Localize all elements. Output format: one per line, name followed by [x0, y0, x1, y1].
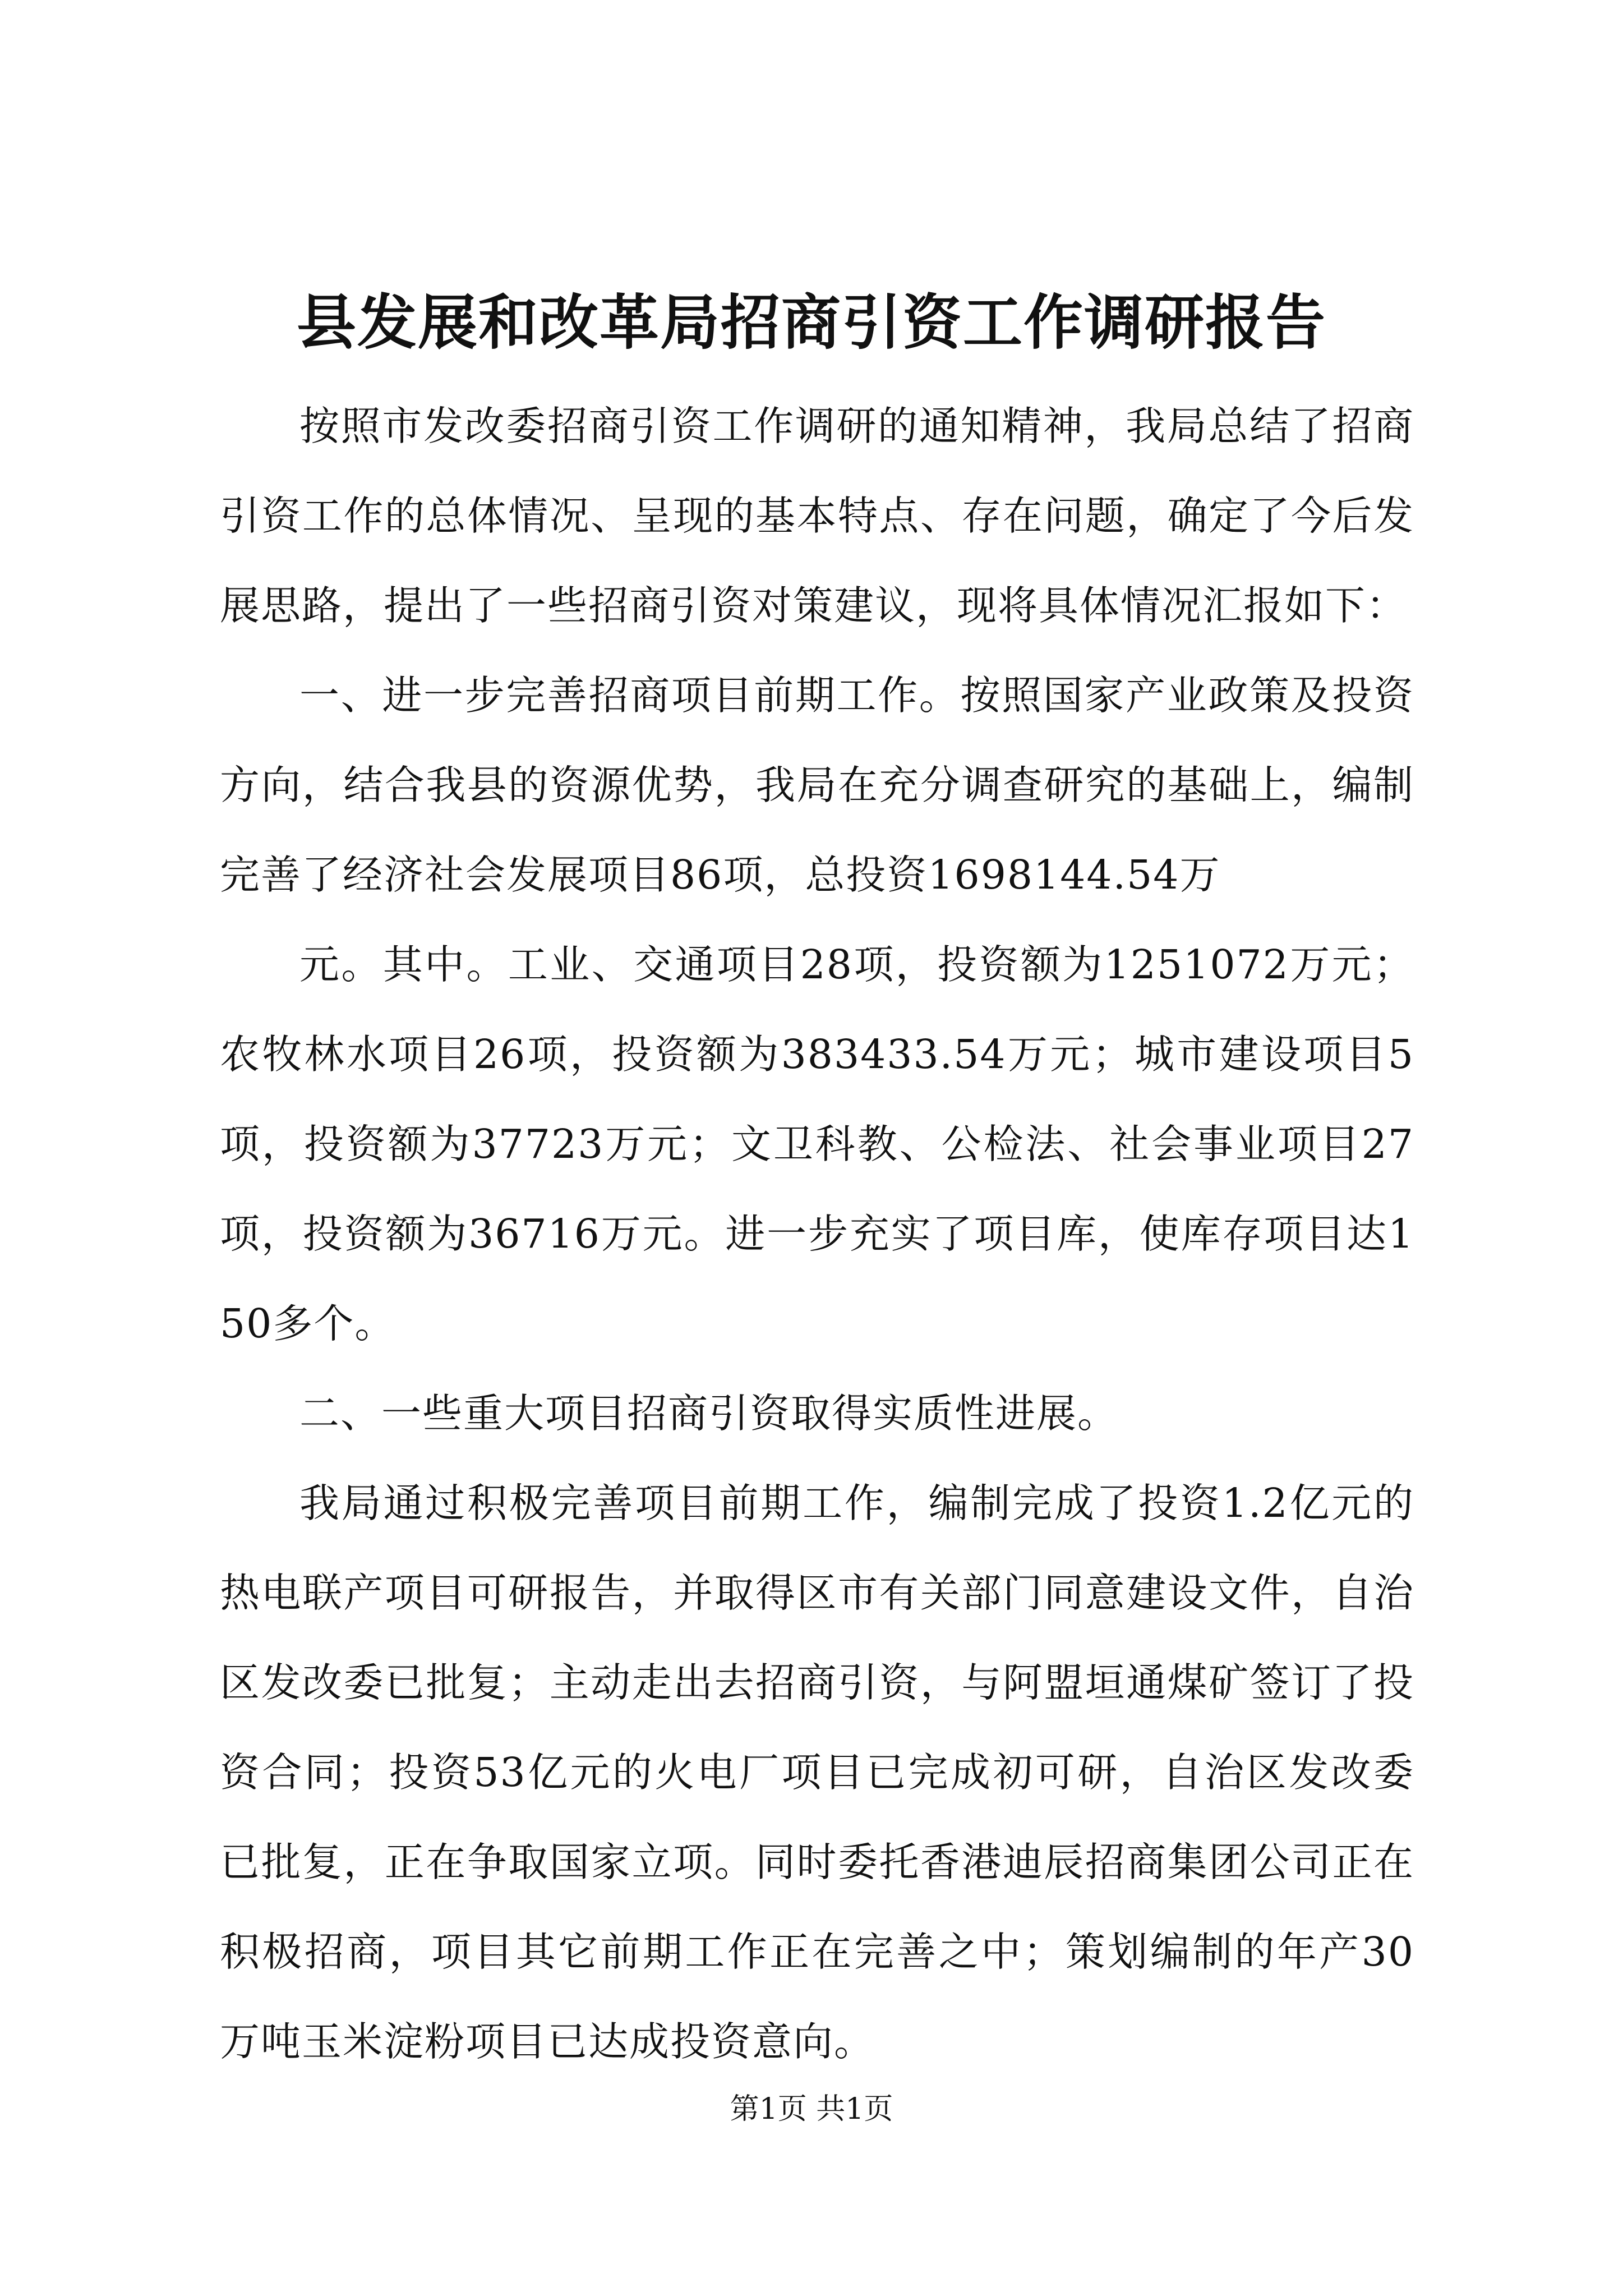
page-footer: 第1页 共1页	[730, 2092, 893, 2126]
paragraph-section-1: 一、进一步完善招商项目前期工作。按照国家产业政策及投资方向，结合我县的资源优势，我局在充分调查研究的基础上，编制完善了经济社会发展项目86项，总投资1698144.54万	[220, 672, 1414, 898]
paragraph-section-2-details: 我局通过积极完善项目前期工作，编制完成了投资1.2亿元的热电联产项目可研报告，并取得区市有关部门同意建设文件，自治区发改委已批复；主动走出去招商引资，与阿盟垣通煤矿签订了投资合同；投资53亿元的火电厂项目已完成初可研，自治区发改委已批复，正在争取国家立项。同时委托香港迪辰招商集团公司正在积极招商，项目其它前期工作正在完善之中；策划编制的年产30万吨玉米淀粉项目已达成投资意向。	[220, 1480, 1414, 2065]
document-title: 县发展和改革局招商引资工作调研报告	[297, 287, 1326, 357]
document-body	[220, 381, 1414, 2087]
paragraph-section-1-details: 元。其中。工业、交通项目28项，投资额为1251072万元；农牧林水项目26项，投资额为383433.54万元；城市建设项目5项，投资额为37723万元；文卫科教、公检法、社会事业项目27项，投资额为36716万元。进一步充实了项目库，使库存项目达150多个。	[220, 941, 1414, 1347]
paragraph-section-2-heading: 二、一些重大项目招商引资取得实质性进展。	[299, 1390, 1119, 1437]
paragraph-intro: 按照市发改委招商引资工作调研的通知精神，我局总结了招商引资工作的总体情况、呈现的基本特点、存在问题，确定了今后发展思路，提出了一些招商引资对策建议，现将具体情况汇报如下：	[220, 403, 1414, 629]
